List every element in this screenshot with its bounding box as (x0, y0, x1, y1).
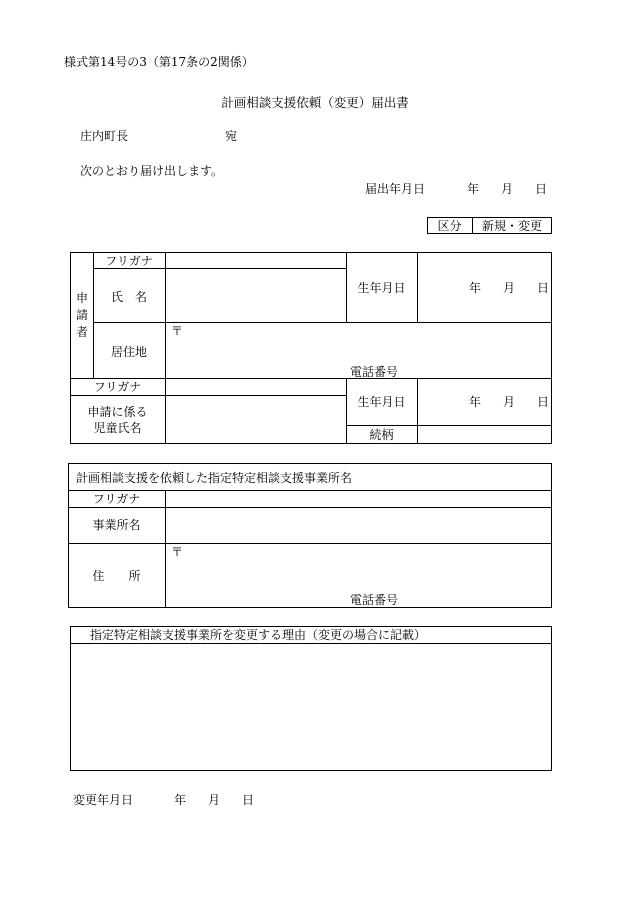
child-relationship-label: 続柄 (369, 428, 394, 442)
intro-text: 次のとおり届け出します。 (80, 164, 224, 178)
office-postal-mark: 〒 (171, 545, 184, 559)
category-value[interactable]: 新規・変更 (481, 219, 542, 233)
submit-date-month[interactable]: 月 (501, 182, 514, 196)
child-name-field[interactable] (166, 396, 346, 443)
office-heading: 計画相談支援を依頼した指定特定相談支援事業所名 (76, 471, 353, 485)
submit-date-label: 届出年月日 (365, 182, 426, 196)
reason-text-area[interactable] (71, 644, 551, 770)
applicant-section-label: 申請者 (75, 291, 88, 339)
child-name-label-2: 児童氏名 (93, 421, 142, 435)
applicant-birth-year[interactable]: 年 (469, 281, 482, 295)
office-address-label: 住 所 (92, 569, 141, 583)
applicant-birthdate-label: 生年月日 (357, 281, 406, 295)
form-number: 様式第14号の3（第17条の2関係） (64, 55, 254, 69)
office-furigana-field[interactable] (166, 491, 551, 507)
child-birth-year[interactable]: 年 (469, 395, 482, 409)
change-date-year[interactable]: 年 (174, 793, 187, 807)
addressee: 庄内町長 (80, 129, 129, 143)
applicant-phone-label: 電話番号 (350, 365, 399, 379)
document-title: 計画相談支援依頼（変更）届出書 (221, 95, 409, 110)
office-name-field[interactable] (166, 508, 551, 543)
submit-date-day[interactable]: 日 (535, 182, 548, 196)
office-name-label: 事業所名 (92, 518, 141, 532)
applicant-furigana-label: フリガナ (105, 254, 153, 268)
child-birth-day[interactable]: 日 (537, 395, 550, 409)
applicant-name-field[interactable] (166, 269, 346, 322)
change-date-day[interactable]: 日 (242, 793, 255, 807)
change-date-label: 変更年月日 (73, 793, 134, 807)
applicant-postal-mark: 〒 (171, 324, 184, 338)
child-birthdate-label: 生年月日 (357, 395, 406, 409)
applicant-furigana-field[interactable] (166, 253, 346, 268)
child-furigana-field[interactable] (166, 379, 346, 395)
change-date-month[interactable]: 月 (208, 793, 221, 807)
child-name-label-1: 申請に係る (87, 405, 148, 419)
office-phone-label: 電話番号 (350, 593, 399, 607)
addressee-suffix: 宛 (225, 129, 238, 143)
office-furigana-label: フリガナ (92, 492, 141, 506)
applicant-name-label: 氏 名 (110, 290, 147, 304)
child-birth-month[interactable]: 月 (503, 395, 516, 409)
reason-heading: 指定特定相談支援事業所を変更する理由（変更の場合に記載） (90, 628, 427, 642)
category-label: 区分 (437, 219, 462, 233)
applicant-birth-day[interactable]: 日 (537, 281, 550, 295)
applicant-birth-month[interactable]: 月 (503, 281, 516, 295)
submit-date-year[interactable]: 年 (467, 182, 480, 196)
applicant-address-label: 居住地 (110, 345, 147, 359)
child-relationship-field[interactable] (418, 426, 551, 444)
child-furigana-label: フリガナ (93, 380, 142, 394)
